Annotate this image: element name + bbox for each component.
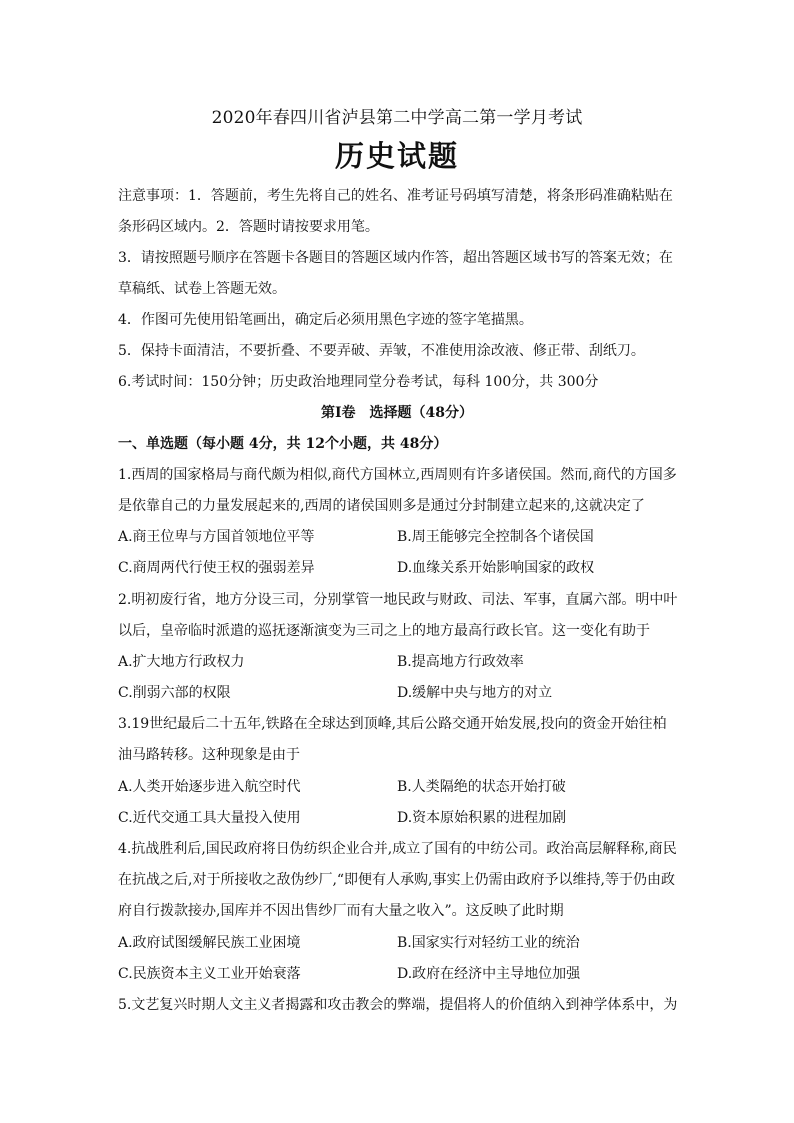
question-3-line: 3.19世纪最后二十五年,铁路在全球达到顶峰,其后公路交通开始发展,投向的资金开始往柏 xyxy=(118,716,667,732)
question-2-option-d: D.缓解中央与地方的对立 xyxy=(397,685,553,701)
question-4-option-b: B.国家实行对轻纺工业的统治 xyxy=(397,935,580,951)
exam-title: 2020年春四川省泸县第二中学高二第一学月考试 xyxy=(211,108,583,128)
question-4-option-c: C.民族资本主义工业开始衰落 xyxy=(118,966,301,982)
question-3-option-a: A.人类开始逐步进入航空时代 xyxy=(118,779,301,795)
question-2-option-a: A.扩大地方行政权力 xyxy=(118,654,245,670)
question-4-line: 在抗战之后,对于所接收之敌伪纱厂,“即便有人承购,事实上仍需由政府予以维持,等于仍由政 xyxy=(118,872,675,888)
notes-line: 6.考试时间：150分钟；历史政治地理同堂分卷考试，每科 100分，共 300分 xyxy=(118,374,599,390)
question-2-option-b: B.提高地方行政效率 xyxy=(397,654,524,670)
question-1-option-a: A.商王位卑与方国首领地位平等 xyxy=(118,529,315,545)
question-4-line: 府自行拨款接办,国库并不因出售纱厂而有大量之收入”。这反映了此时期 xyxy=(118,903,564,919)
question-5-line: 5.文艺复兴时期人文主义者揭露和攻击教会的弊端，提倡将人的价值纳入到神学体系中，为 xyxy=(118,997,678,1013)
question-3-option-b: B.人类隔绝的状态开始打破 xyxy=(397,779,566,795)
question-4-line: 4.抗战胜利后,国民政府将日伪纺织企业合并,成立了国有的中纺公司。政治高层解释称,商民 xyxy=(118,841,677,857)
question-1-line: 1.西周的国家格局与商代颇为相似,商代方国林立,西周则有许多诸侯国。然而,商代的方国多 xyxy=(118,467,677,483)
section-title: 第Ⅰ卷 选择题（48分） xyxy=(320,405,474,421)
question-4-option-d: D.政府在经济中主导地位加强 xyxy=(397,966,581,982)
question-1-line: 是依靠自己的力量发展起来的,西周的诸侯国则多是通过分封制建立起来的,这就决定了 xyxy=(118,498,645,514)
question-1-option-b: B.周王能够完全控制各个诸侯国 xyxy=(397,529,594,545)
question-1-option-c: C.商周两代行使王权的强弱差异 xyxy=(118,560,315,576)
question-1-option-d: D.血缘关系开始影响国家的政权 xyxy=(397,560,595,576)
question-3-option-c: C.近代交通工具大量投入使用 xyxy=(118,810,301,826)
question-2-line: 以后，皇帝临时派遣的巡抚逐渐演变为三司之上的地方最高行政长官。这一变化有助于 xyxy=(118,623,650,639)
question-4-option-a: A.政府试图缓解民族工业困境 xyxy=(118,935,301,951)
question-3-line: 油马路转移。这种现象是由于 xyxy=(118,747,300,763)
notes-line: 草稿纸、试卷上答题无效。 xyxy=(118,281,286,297)
question-2-line: 2.明初废行省，地方分设三司，分别掌管一地民政与财政、司法、军事，直属六部。明中叶 xyxy=(118,592,678,608)
question-3-option-d: D.资本原始积累的进程加剧 xyxy=(397,810,567,826)
question-2-option-c: C.削弱六部的权限 xyxy=(118,685,231,701)
notes-line: 3．请按照题号顺序在答题卡各题目的答题区域内作答，超出答题区域书写的答案无效；在 xyxy=(118,250,673,266)
notes-line: 条形码区域内。2．答题时请按要求用笔。 xyxy=(118,219,379,235)
part-title: 一、单选题（每小题 4分，共 12个小题，共 48分） xyxy=(118,436,448,452)
notes-line: 4．作图可先使用铅笔画出，确定后必须用黑色字迹的签字笔描黑。 xyxy=(118,312,533,328)
notes-line: 5．保持卡面清洁，不要折叠、不要弄破、弄皱，不准使用涂改液、修正带、刮纸刀。 xyxy=(118,343,645,359)
notes-line: 注意事项：1．答题前，考生先将自己的姓名、准考证号码填写清楚，将条形码准确粘贴在 xyxy=(118,188,673,204)
exam-subject-title: 历史试题 xyxy=(334,139,459,173)
